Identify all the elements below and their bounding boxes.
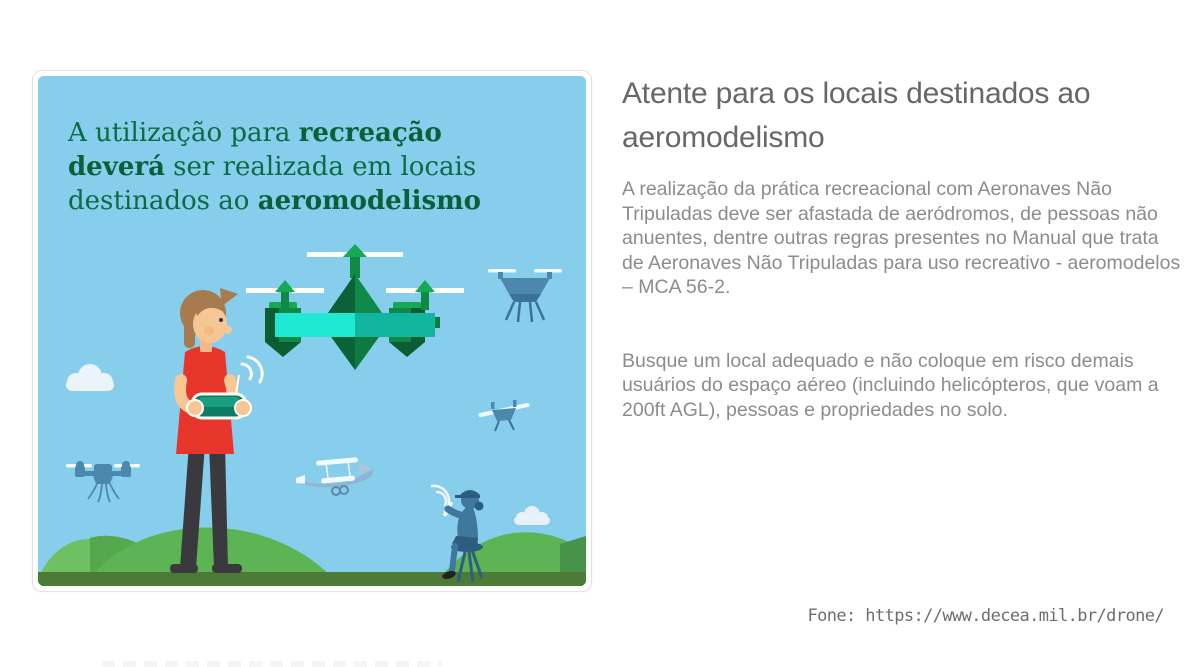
- headline-bold-aeromodelismo: aeromodelismo: [257, 186, 481, 216]
- headline-line-2: [68, 150, 558, 184]
- headline-line-3: [68, 184, 558, 218]
- illustration-canvas: [38, 76, 586, 586]
- article-paragraph-1: A realização da prática recreacional com Aeronaves Não Tripuladas deve ser afastada de aeródromos, de pessoas não anuentes, dentre outras regras presentes no Manual que trata de Aeronaves Não Tripuladas para uso recreativo - aeromodelos – MCA 56-2.: [622, 178, 1181, 298]
- article-paragraph-2: Busque um local adequado e não coloque em risco demais usuários do espaço aéreo (incluindo helicópteros, que voam a 200ft AGL), pessoas e propriedades no solo.: [622, 349, 1159, 421]
- source-caption: Fone: https://www.decea.mil.br/drone/: [807, 606, 1164, 626]
- headline-bold-recreacao: recreação: [298, 118, 442, 148]
- headline-text: destinados ao: [68, 186, 258, 216]
- headline-line-1: [68, 116, 558, 150]
- cropped-text-remnant: [102, 661, 442, 667]
- ground-strip: [38, 572, 586, 586]
- illustration-headline: [68, 116, 558, 218]
- article-title: Atente para os locais destinados ao aeromodelismo: [622, 77, 1091, 154]
- headline-bold-devera: deverá: [68, 152, 165, 182]
- headline-text: ser realizada em locais: [164, 152, 477, 182]
- article: [622, 72, 1182, 422]
- headline-text: A utilização para: [68, 118, 299, 148]
- illustration-card: [32, 70, 592, 592]
